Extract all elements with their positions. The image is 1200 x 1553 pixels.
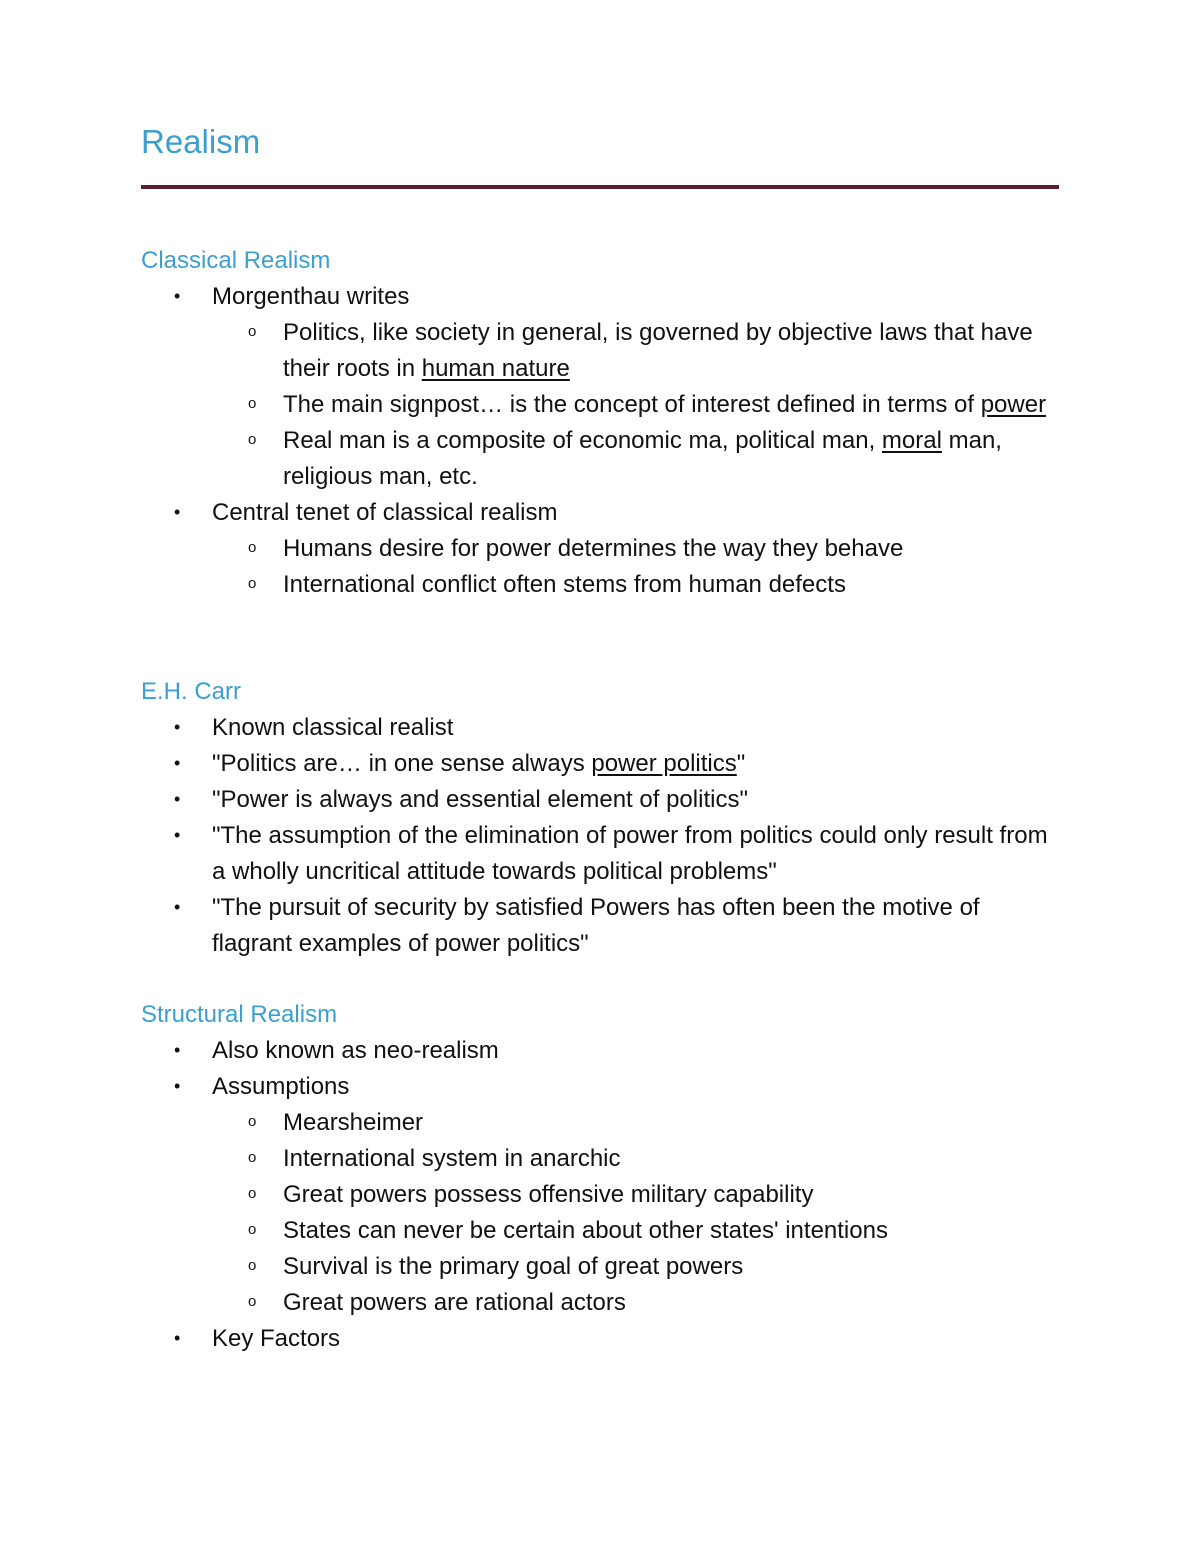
sub-list-item [212, 531, 1061, 567]
sub-bullet-icon: o [248, 395, 257, 412]
item-text: The main signpost… is the concept of interest defined in terms of [283, 391, 981, 418]
section-classical-realism [141, 243, 1061, 603]
item-text: Known classical realist [212, 714, 454, 741]
sub-list-item [212, 1285, 1061, 1321]
sub-bullet-icon: o [248, 1113, 257, 1130]
item-text: "Power is always and essential element of politics" [212, 786, 748, 813]
sub-list-item [212, 1141, 1061, 1177]
list-item [141, 782, 1061, 818]
bullet-icon: • [174, 1040, 181, 1060]
title-divider [141, 185, 1059, 189]
sub-bullet-icon: o [248, 575, 257, 592]
item-text: Real man is a composite of economic ma, political man, [283, 427, 882, 454]
item-text: States can never be certain about other states' intentions [283, 1217, 888, 1244]
bullet-icon: • [174, 717, 181, 737]
underlined-term: human nature [421, 355, 570, 382]
bullet-icon: • [174, 1328, 181, 1348]
list-item [141, 818, 1061, 890]
sub-list-item [212, 567, 1061, 603]
sub-list [212, 531, 1061, 603]
sub-list-item [212, 315, 1061, 387]
list-item-text: Key Factors [212, 1325, 341, 1352]
sub-list-item [212, 1177, 1061, 1213]
list-item-text: Also known as neo-realism [212, 1037, 499, 1064]
bullet-icon: • [174, 825, 181, 845]
section-heading: Structural Realism [141, 1001, 338, 1028]
list-item-text: Morgenthau writes [212, 283, 410, 310]
sub-bullet-icon: o [248, 1257, 257, 1274]
list-item [141, 1321, 1061, 1357]
sub-list-item [212, 1105, 1061, 1141]
bullet-list [141, 710, 1061, 962]
list-item [141, 1033, 1061, 1069]
item-text: Mearsheimer [283, 1109, 424, 1136]
sub-bullet-icon: o [248, 431, 257, 448]
list-item [141, 746, 1061, 782]
list-item-text: Central tenet of classical realism [212, 499, 558, 526]
bullet-icon: • [174, 753, 181, 773]
item-text: International conflict often stems from human defects [283, 571, 846, 598]
sub-list-item [212, 1213, 1061, 1249]
item-text: International system in anarchic [283, 1145, 621, 1172]
item-text: "Politics are… in one sense always [212, 750, 592, 777]
list-item [141, 495, 1061, 603]
bullet-icon: • [174, 502, 181, 522]
sub-bullet-icon: o [248, 539, 257, 556]
item-text: Great powers possess offensive military capability [283, 1181, 814, 1208]
bullet-icon: • [174, 897, 181, 917]
bullet-list [141, 1033, 1061, 1357]
sub-list-item [212, 423, 1061, 495]
item-text: Politics, like society in general, is governed by objective laws that have their roots in [283, 319, 1033, 382]
sub-bullet-icon: o [248, 1185, 257, 1202]
item-text: Great powers are rational actors [283, 1289, 626, 1316]
item-text: "The assumption of the elimination of power from politics could only result from a wholly uncritical attitude towards political problems" [212, 822, 1048, 885]
section-eh-carr [141, 674, 1061, 962]
list-item [141, 890, 1061, 962]
section-heading: Classical Realism [141, 247, 331, 274]
item-text-tail: man, religious man, etc. [283, 427, 1002, 490]
sub-bullet-icon: o [248, 1149, 257, 1166]
underlined-term: power [980, 391, 1047, 418]
list-item [141, 279, 1061, 495]
list-item [141, 710, 1061, 746]
underlined-term: moral [881, 427, 942, 454]
section-heading: E.H. Carr [141, 678, 242, 705]
bullet-icon: • [174, 286, 181, 306]
sub-list [212, 315, 1061, 495]
underlined-term: power politics [591, 750, 737, 777]
sub-bullet-icon: o [248, 1293, 257, 1310]
bullet-list [141, 279, 1061, 603]
sub-list-item [212, 1249, 1061, 1285]
item-text: "The pursuit of security by satisfied Powers has often been the motive of flagrant examples of power politics" [212, 894, 980, 957]
sub-list-item [212, 387, 1061, 423]
item-text: Humans desire for power determines the way they behave [283, 535, 904, 562]
bullet-icon: • [174, 789, 181, 809]
item-text: Survival is the primary goal of great powers [283, 1253, 744, 1280]
bullet-icon: • [174, 1076, 181, 1096]
item-text-tail: " [736, 750, 746, 777]
section-structural-realism [141, 997, 1061, 1357]
document-title: Realism [141, 123, 261, 160]
list-item-text: Assumptions [212, 1073, 350, 1100]
sub-list [212, 1105, 1061, 1321]
sub-bullet-icon: o [248, 323, 257, 340]
sub-bullet-icon: o [248, 1221, 257, 1238]
list-item [141, 1069, 1061, 1321]
